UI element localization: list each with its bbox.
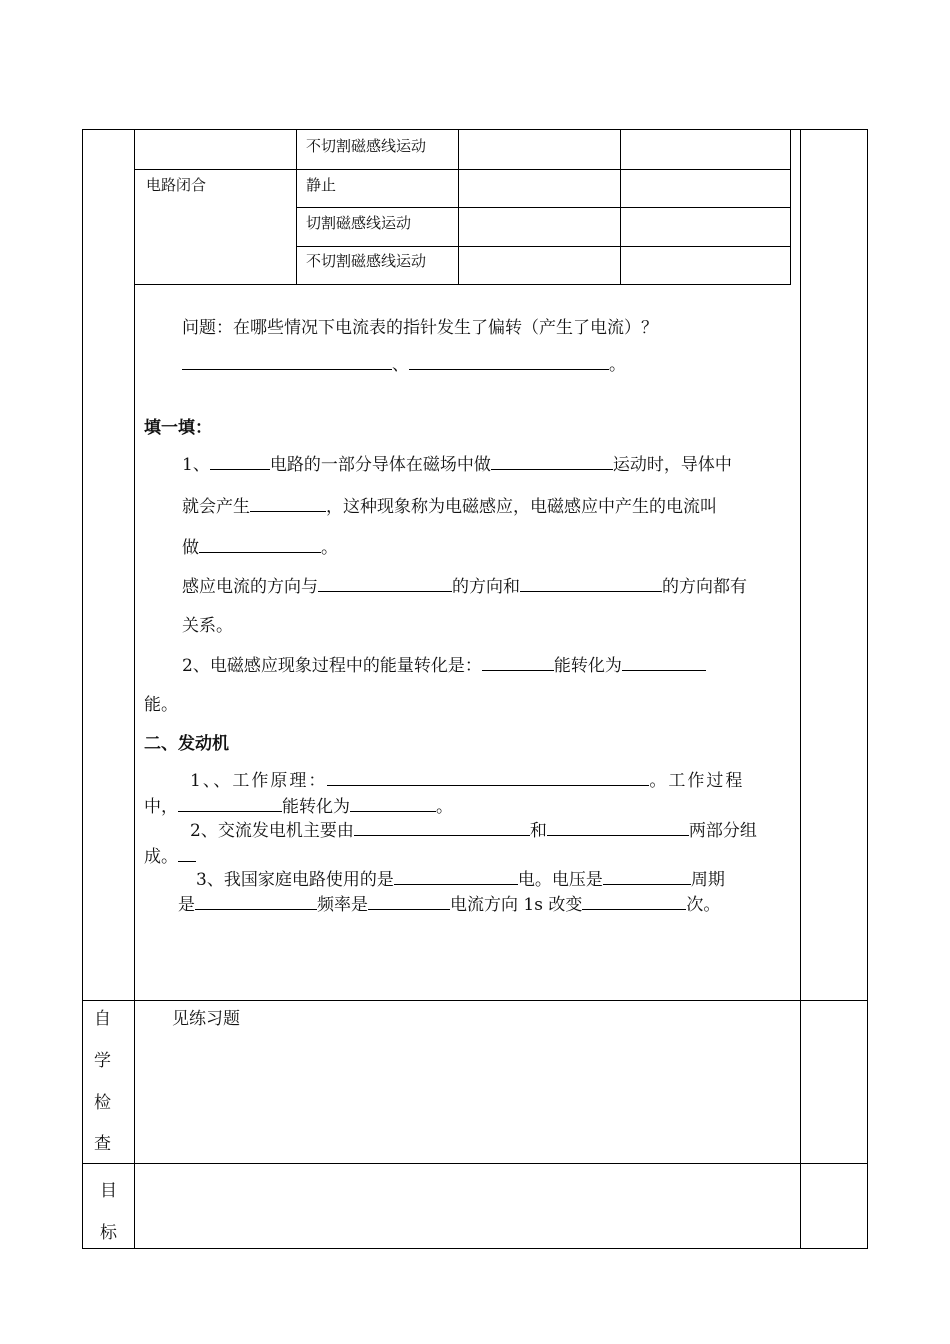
row-divider-goal xyxy=(82,1163,868,1164)
cell-circuit-closed: 电路闭合 xyxy=(146,176,207,194)
fill-item2-line2: 能。 xyxy=(144,695,178,715)
fill-item1-line3: 做 。 xyxy=(182,533,338,558)
col-divider-left xyxy=(134,129,135,1249)
gen-p3-line2: 是 频率是 电流方向 1s 改变 次。 xyxy=(178,890,720,915)
blank-produce[interactable] xyxy=(250,493,326,512)
blank-circuit[interactable] xyxy=(210,451,270,470)
blank-frequency[interactable] xyxy=(368,891,450,910)
fill-direction-line2: 关系。 xyxy=(182,616,233,636)
cell-motion-no-cut-2: 不切割磁感线运动 xyxy=(306,252,427,270)
blank-energy-to[interactable] xyxy=(622,652,706,671)
blank-energy-from[interactable] xyxy=(482,652,554,671)
cell-motion-no-cut-1: 不切割磁感线运动 xyxy=(306,137,427,155)
answer-blank-1[interactable] xyxy=(182,351,392,370)
self-check-content: 见练习题 xyxy=(172,1009,240,1029)
blank-gen-energy-to[interactable] xyxy=(350,793,436,812)
fill-item1-line1: 1、 电路的一部分导体在磁场中做 运动时，导体中 xyxy=(182,450,732,475)
fill-item2-line1: 2、电磁感应现象过程中的能量转化是： 能转化为 xyxy=(182,651,706,676)
question-text: 问题：在哪些情况下电流表的指针发生了偏转（产生了电流）？ xyxy=(182,318,658,338)
generator-heading: 二、发动机 xyxy=(144,734,229,754)
blank-direction-change[interactable] xyxy=(582,891,686,910)
fill-heading: 填一填： xyxy=(144,418,212,438)
gen-p3-line1: 3、我国家庭电路使用的是 电。电压是 周期 xyxy=(196,865,725,890)
gen-p2-line1: 2、交流发电机主要由 和 两部分组 xyxy=(190,816,757,841)
fill-item1-line2: 就会产生 ，这种现象称为电磁感应，电磁感应中产生的电流叫 xyxy=(182,492,717,517)
blank-motion[interactable] xyxy=(491,451,613,470)
outer-border-right xyxy=(867,129,868,1249)
gen-p1-line1: 1、、工作原理： 。工作过程 xyxy=(190,766,744,791)
question-answer-line: 、 。 xyxy=(182,350,626,375)
cell-motion-cut: 切割磁感线运动 xyxy=(306,214,412,232)
outer-border-left xyxy=(82,129,83,1249)
blank-current-name[interactable] xyxy=(199,534,321,553)
col-divider-right xyxy=(800,129,801,1249)
blank-period[interactable] xyxy=(195,891,317,910)
blank-gen-energy-from[interactable] xyxy=(178,793,282,812)
fill-direction-line1: 感应电流的方向与 的方向和 的方向都有 xyxy=(182,572,747,597)
blank-voltage[interactable] xyxy=(603,866,691,885)
blank-current-type[interactable] xyxy=(394,866,518,885)
blank-short[interactable] xyxy=(178,843,196,862)
blank-part-1[interactable] xyxy=(354,817,530,836)
gen-p2-line2: 成。 xyxy=(144,842,196,867)
outer-border-top xyxy=(82,129,868,130)
cell-static: 静止 xyxy=(306,176,337,194)
outer-border-bottom xyxy=(82,1248,868,1249)
gen-p1-line2: 中， 能转化为 。 xyxy=(144,792,453,817)
blank-principle[interactable] xyxy=(327,767,649,786)
blank-direction-2[interactable] xyxy=(520,573,662,592)
blank-direction-1[interactable] xyxy=(318,573,452,592)
answer-blank-2[interactable] xyxy=(409,351,609,370)
row-divider-selfcheck xyxy=(82,1000,868,1001)
blank-part-2[interactable] xyxy=(547,817,689,836)
